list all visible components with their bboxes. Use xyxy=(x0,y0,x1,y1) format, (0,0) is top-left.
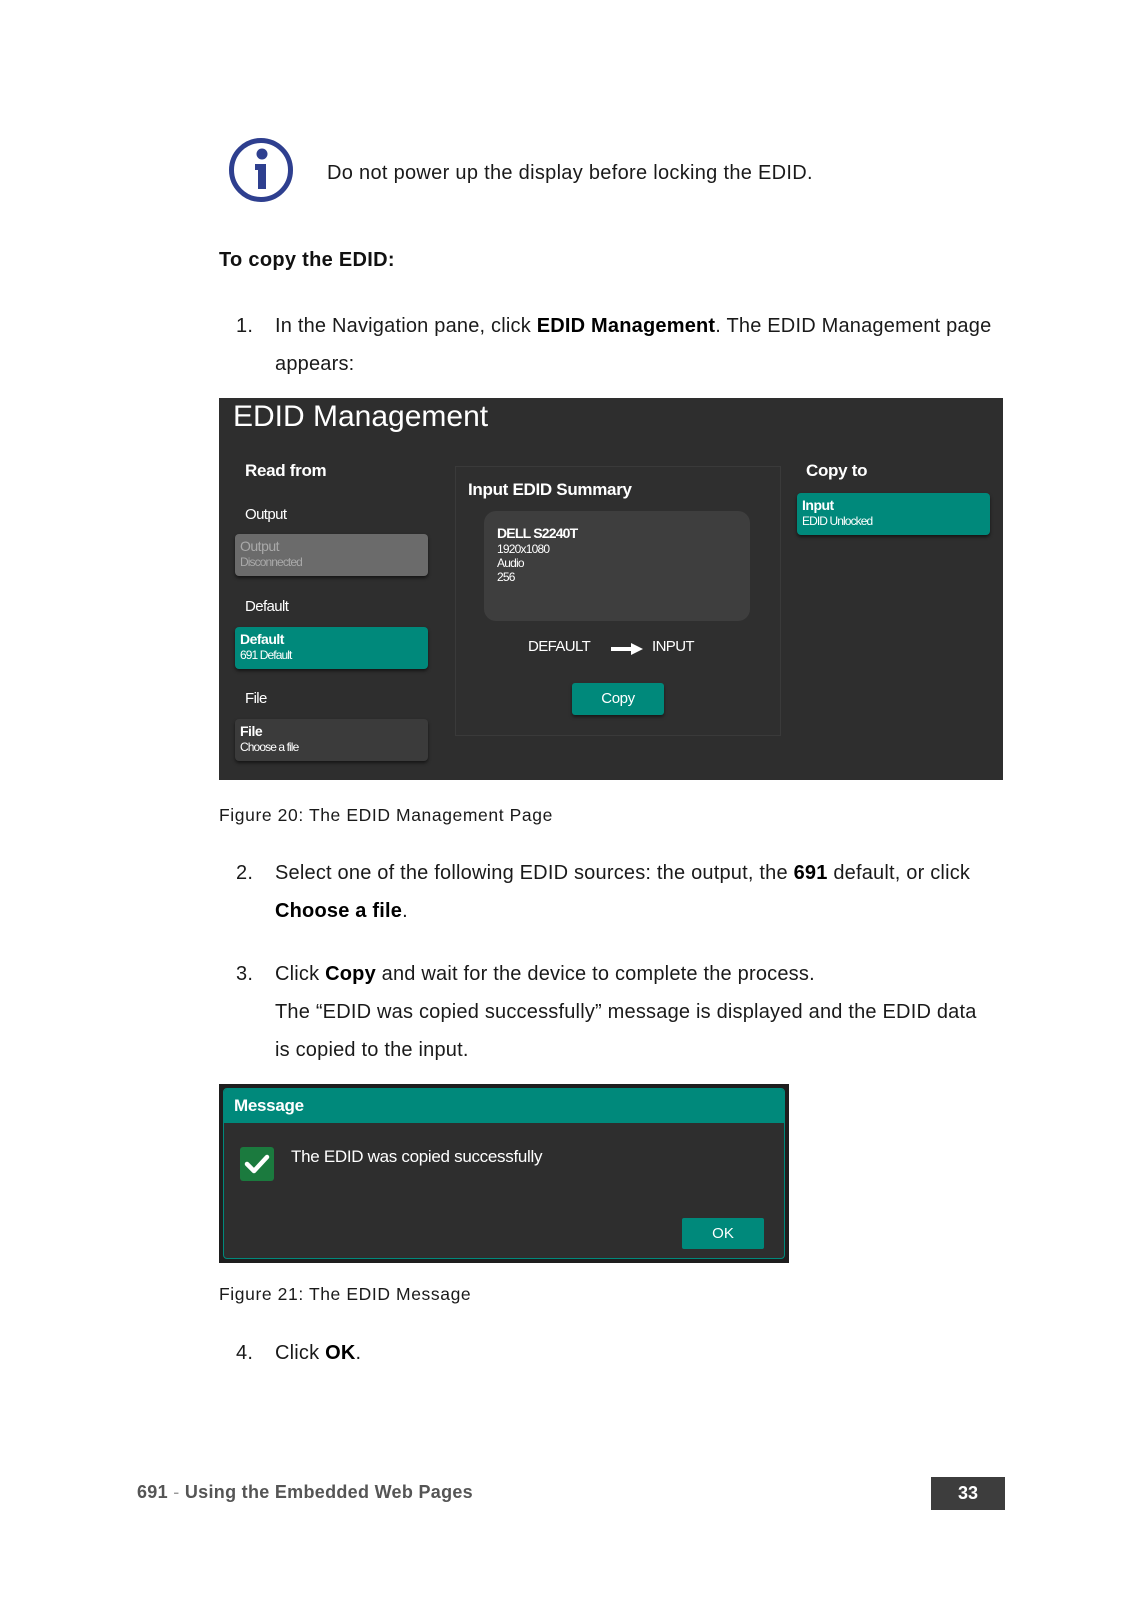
step-text: Click OK. xyxy=(275,1342,362,1364)
step-2 xyxy=(236,854,1016,934)
figure-20-caption: Figure 20: The EDID Management Page xyxy=(219,805,553,825)
copy-button[interactable]: Copy xyxy=(572,683,664,715)
info-icon xyxy=(228,137,294,203)
file-label: File xyxy=(245,690,267,707)
default-source-button[interactable]: Default 691 Default xyxy=(235,627,428,669)
flow-to: INPUT xyxy=(652,638,695,655)
dialog-message: The EDID was copied successfully xyxy=(291,1147,543,1166)
summary-resolution: 1920x1080 xyxy=(497,542,550,556)
page-number: 33 xyxy=(931,1477,1005,1510)
summary-monitor: DELL S2240T xyxy=(497,525,578,541)
step-number: 4. xyxy=(236,1342,254,1364)
dialog-title: Message xyxy=(234,1096,304,1115)
step-number: 3. xyxy=(236,963,254,985)
footer-title xyxy=(137,1482,473,1503)
ok-ref: OK xyxy=(325,1342,356,1364)
input-edid-summary-panel xyxy=(455,466,781,736)
default-label: Default xyxy=(245,598,289,615)
output-source-button[interactable]: Output Disconnected xyxy=(235,534,428,576)
step-text: Click Copy and wait for the device to complete the process. The “EDID was copied successfully” message is displayed and the EDID data is copied to the input. xyxy=(275,955,995,1069)
ok-button[interactable]: OK xyxy=(682,1218,764,1249)
note-text: Do not power up the display before locking the EDID. xyxy=(327,162,813,184)
output-label: Output xyxy=(245,506,287,523)
step-3 xyxy=(236,955,1016,1069)
step-1 xyxy=(236,307,1016,387)
summary-audio: Audio xyxy=(497,556,524,570)
procedure-title: To copy the EDID: xyxy=(219,249,395,271)
step-number: 1. xyxy=(236,315,254,337)
edid-management-screenshot xyxy=(219,398,1003,780)
step-text: Select one of the following EDID sources: the output, the 691 default, or click Choose a file. xyxy=(275,862,971,922)
dialog-header xyxy=(224,1089,784,1123)
summary-box xyxy=(484,511,750,621)
message-dialog xyxy=(223,1088,785,1259)
arrow-right-icon xyxy=(611,643,643,655)
step-4 xyxy=(236,1334,1016,1374)
choose-a-file-ref: Choose a file xyxy=(275,900,403,922)
edid-management-ref: EDID Management xyxy=(536,315,716,337)
summary-title: Input EDID Summary xyxy=(468,480,632,499)
footer-separator: - xyxy=(173,1482,180,1502)
message-dialog-screenshot xyxy=(219,1084,789,1263)
file-source-button[interactable]: File Choose a file xyxy=(235,719,428,761)
edid-page-title: EDID Management xyxy=(233,400,489,433)
summary-value: 256 xyxy=(497,570,515,584)
input-target-button[interactable]: Input EDID Unlocked xyxy=(797,493,990,535)
read-from-heading: Read from xyxy=(245,461,327,480)
copy-ref: Copy xyxy=(325,963,376,985)
step-3-result: The “EDID was copied successfully” message is displayed and the EDID data is copied to the input. xyxy=(275,1001,977,1061)
flow-from: DEFAULT xyxy=(528,638,591,655)
step-number: 2. xyxy=(236,862,254,884)
figure-21-caption: Figure 21: The EDID Message xyxy=(219,1284,472,1304)
step-text: In the Navigation pane, click EDID Management. The EDID Management page appears: xyxy=(275,315,992,375)
footer-section: Using the Embedded Web Pages xyxy=(184,1482,473,1502)
check-icon xyxy=(240,1147,274,1181)
copy-to-heading: Copy to xyxy=(806,461,868,480)
footer-product: 691 xyxy=(137,1482,168,1502)
